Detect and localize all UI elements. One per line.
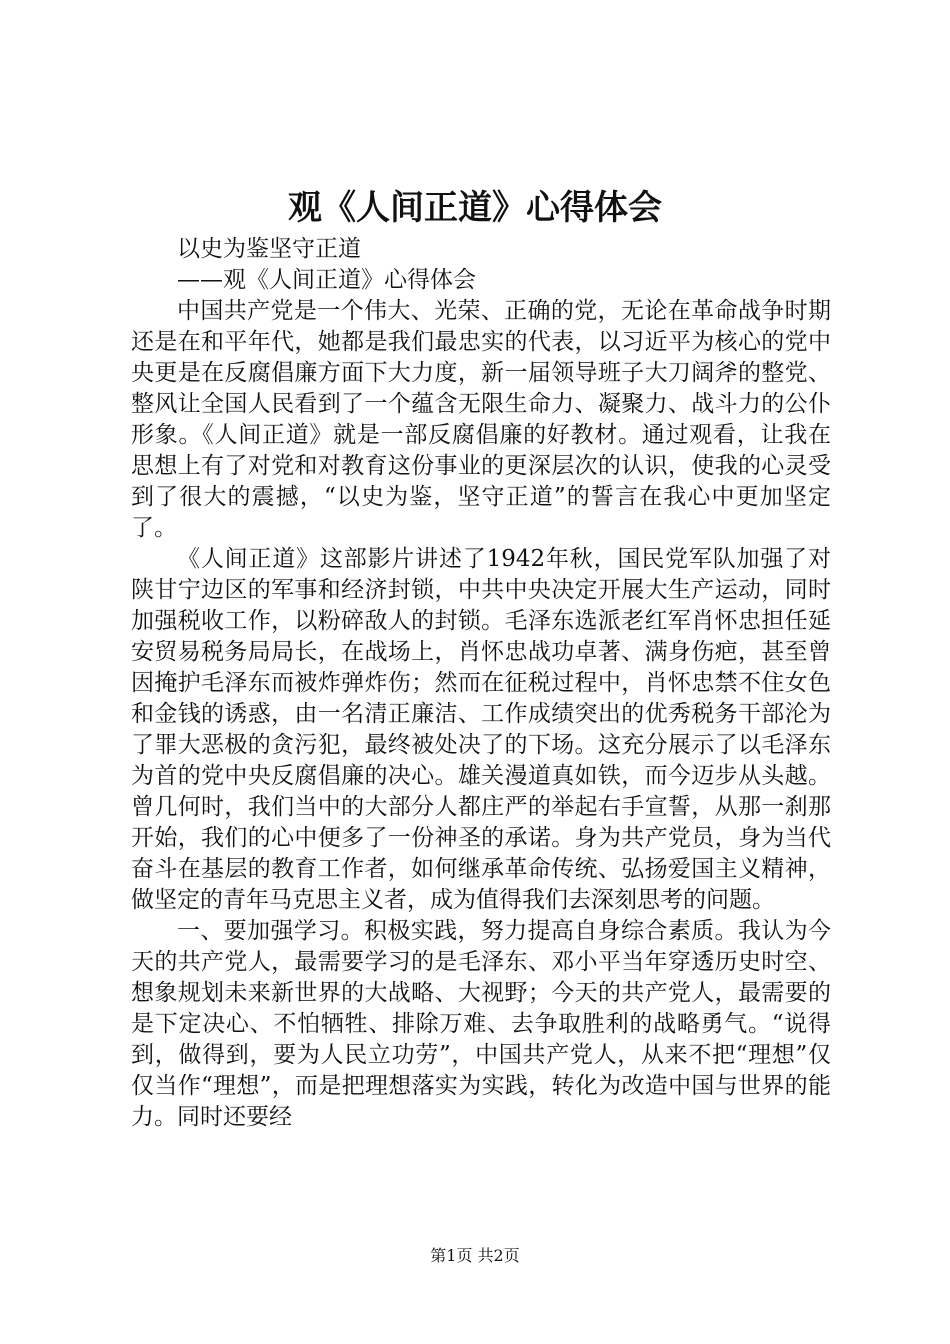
document-title: 观《人间正道》心得体会 [288,188,662,228]
document-body [131,234,831,1133]
paragraph: 一、要加强学习。积极实践，努力提高自身综合素质。我认为今天的共产党人，最需要学习的是毛泽东、邓小平当年穿透历史时空、想象规划未来新世界的大战略、大视野；今天的共产党人，最需要的是下定决心、不怕牺牲、排除万难、去争取胜利的战略勇气。“说得到，做得到，要为人民立功劳”，中国共产党人，从来不把“理想”仅仅当作“理想”，而是把理想落实为实践，转化为改造中国与世界的能力。同时还要经 [131,918,831,1130]
paragraph: 《人间正道》这部影片讲述了1942年秋，国民党军队加强了对陕甘宁边区的军事和经济封锁，中共中央决定开展大生产运动，同时加强税收工作，以粉碎敌人的封锁。毛泽东选派老红军肖怀忠担任延安贸易税务局局长，在战场上，肖怀忠战功卓著、满身伤疤，甚至曾因掩护毛泽东而被炸弹炸伤；然而在征税过程中，肖怀忠禁不住女色和金钱的诱惑，由一名清正廉洁、工作成绩突出的优秀税务干部沦为了罪大恶极的贪污犯，最终被处决了的下场。这充分展示了以毛泽东为首的党中央反腐倡廉的决心。雄关漫道真如铁，而今迈步从头越。曾几何时，我们当中的大部分人都庄严的举起右手宣誓，从那一刹那开始，我们的心中便多了一份神圣的承诺。身为共产党员，身为当代奋斗在基层的教育工作者，如何继承革命传统、弘扬爱国主义精神，做坚定的青年马克思主义者，成为值得我们去深刻思考的问题。 [131,546,831,913]
page-footer: 第1页 共2页 [430,1246,520,1265]
paragraph: 中国共产党是一个伟大、光荣、正确的党，无论在革命战争时期还是在和平年代，她都是我们最忠实的代表，以习近平为核心的党中央更是在反腐倡廉方面下大力度，新一届领导班子大刀阔斧的整党、整风让全国人民看到了一个蕴含无限生命力、凝聚力、战斗力的公仆形象。《人间正道》就是一部反腐倡廉的好教材。通过观看，让我在思想上有了对党和对教育这份事业的更深层次的认识，使我的心灵受到了很大的震撼，“以史为鉴，坚守正道”的誓言在我心中更加坚定了。 [131,298,831,541]
subtitle-secondary: ——观《人间正道》心得体会 [177,267,476,293]
subtitle: 以史为鉴坚守正道 [177,236,361,262]
